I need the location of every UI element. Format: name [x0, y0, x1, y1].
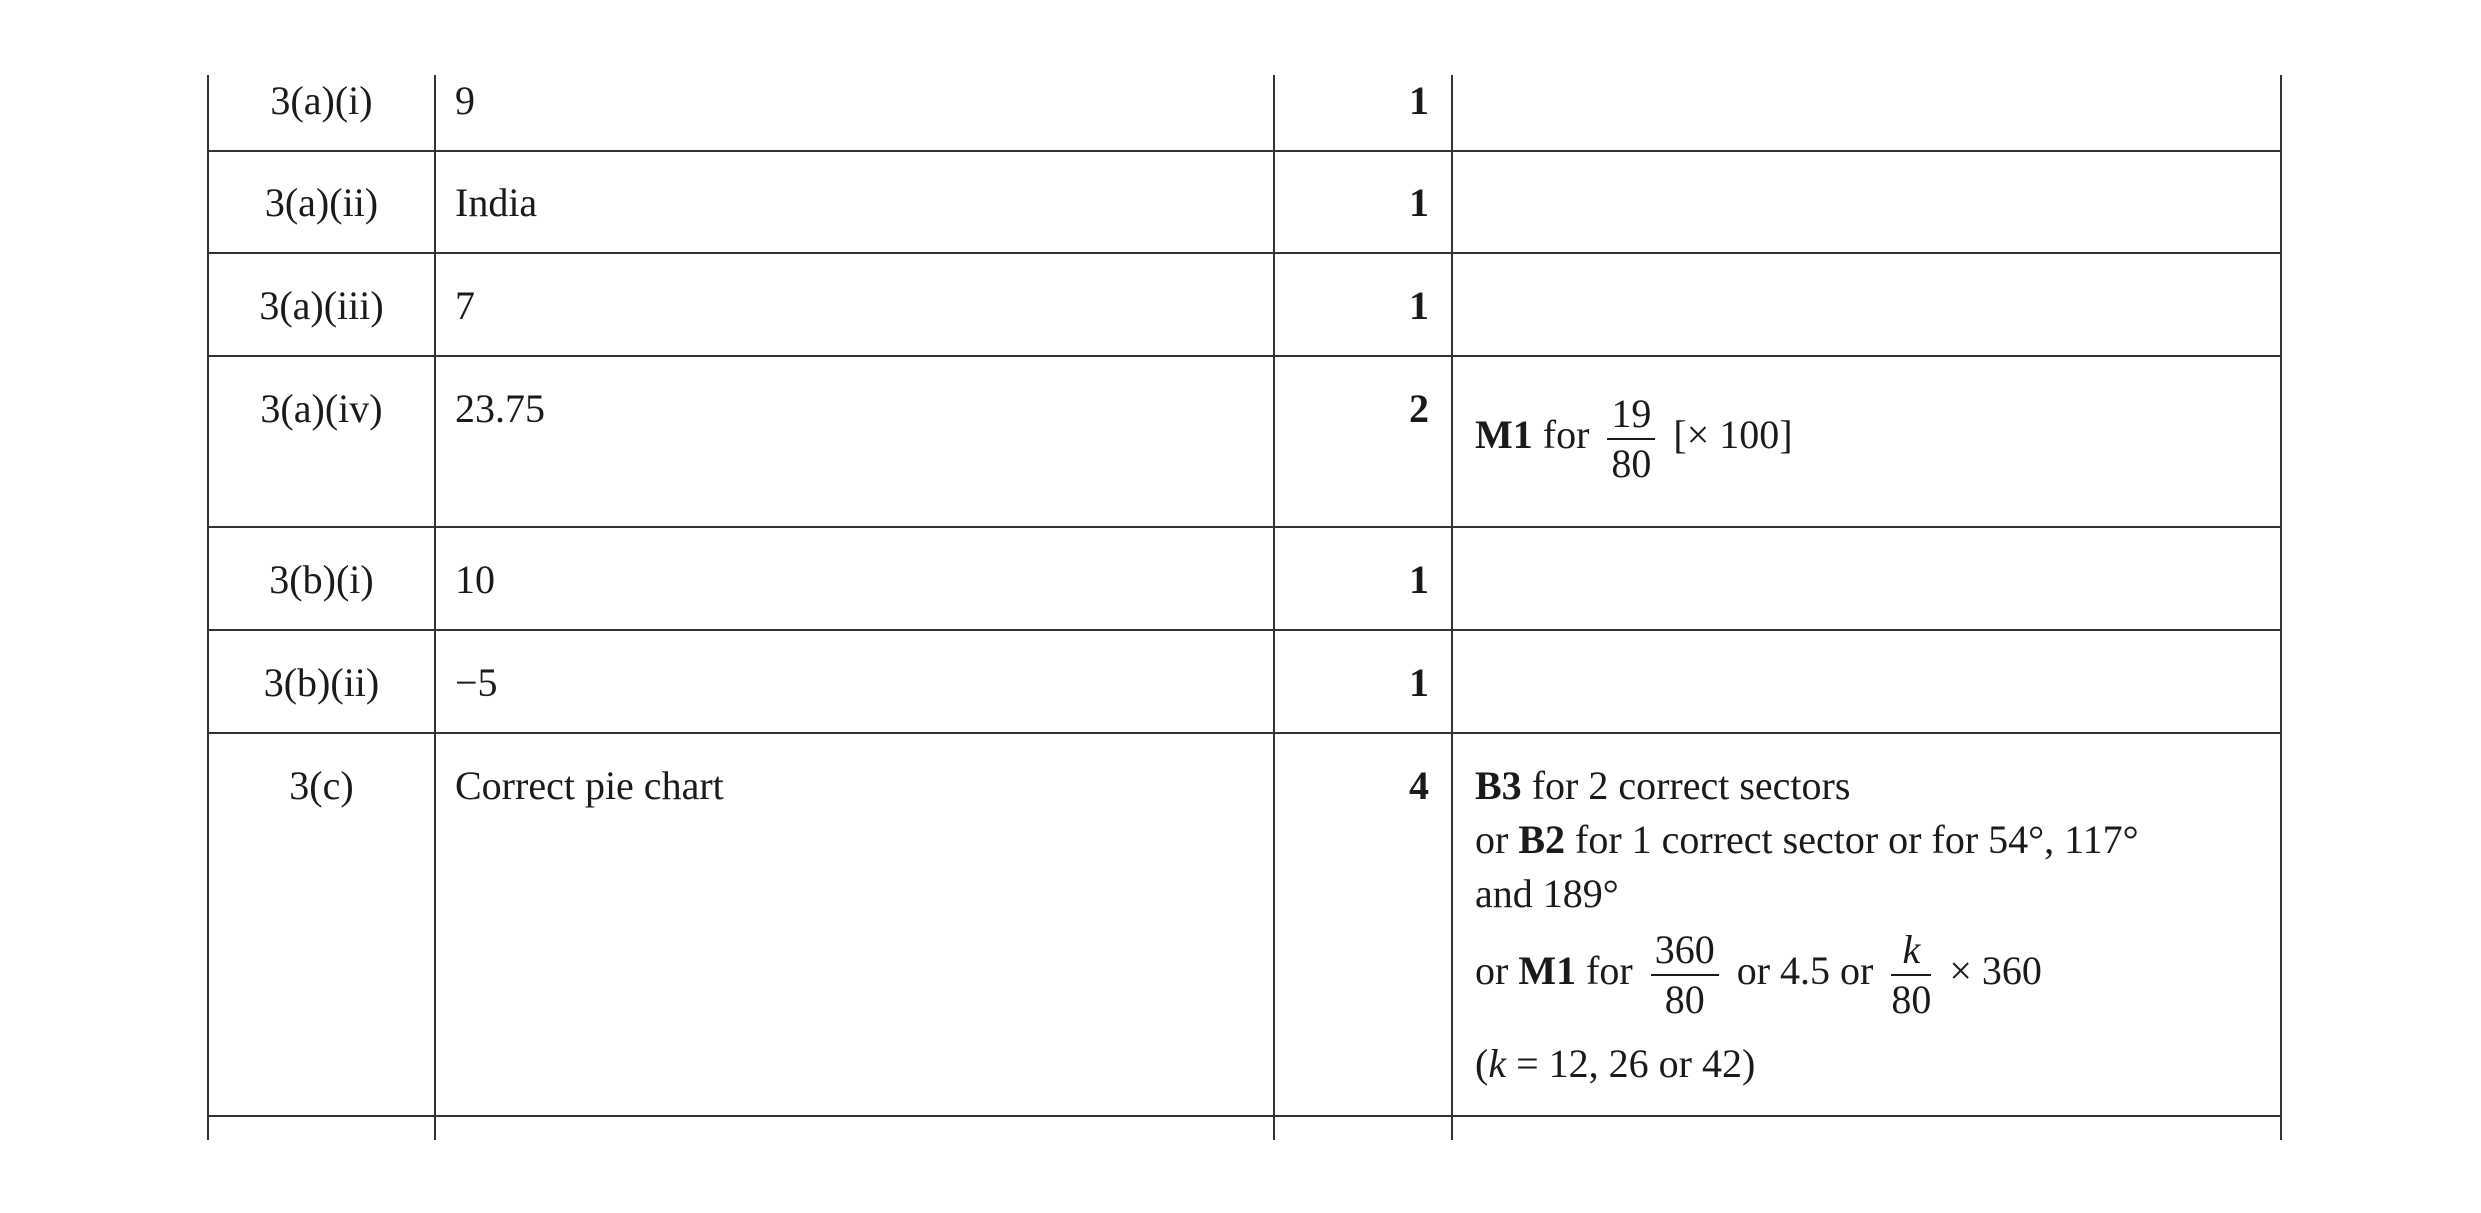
- answer-cell: India: [455, 180, 538, 225]
- answer-cell: Correct pie chart: [455, 763, 724, 808]
- answer-cell: 10: [455, 557, 495, 602]
- guidance-text: for 1 correct sector or for 54°, 117°: [1565, 817, 2139, 862]
- marks-cell: 1: [1409, 557, 1429, 602]
- guidance-line: [1475, 926, 2042, 1024]
- guidance-text: [× 100]: [1673, 412, 1793, 458]
- mark-code: B3: [1475, 763, 1522, 808]
- guidance-line: [1475, 870, 1619, 918]
- marks-cell: 4: [1409, 763, 1429, 808]
- marks-cell: 1: [1409, 78, 1429, 123]
- question-number: 3(b)(ii): [263, 660, 380, 705]
- question-number: 3(b)(i): [269, 557, 374, 602]
- marks-cell: 1: [1409, 283, 1429, 328]
- fraction: [1651, 926, 1719, 1024]
- question-number: 3(a)(ii): [264, 180, 379, 225]
- table-divider-3: [1451, 75, 1453, 1140]
- question-number: 3(a)(iv): [260, 386, 383, 431]
- fraction-denominator: 80: [1611, 441, 1652, 486]
- mark-code: M1: [1518, 948, 1577, 994]
- row-divider: [207, 1115, 2282, 1117]
- answer-cell: 9: [455, 78, 475, 123]
- question-number: 3(a)(iii): [259, 283, 384, 328]
- marks-cell: 2: [1409, 386, 1429, 431]
- answer-cell: −5: [455, 660, 498, 705]
- mark-code: B2: [1518, 817, 1566, 862]
- table-divider-1: [434, 75, 436, 1140]
- row-divider: [207, 526, 2282, 528]
- answer-cell: 23.75: [455, 386, 545, 431]
- fraction: [1607, 390, 1655, 488]
- guidance-text: = 12, 26 or 42): [1506, 1041, 1756, 1086]
- guidance-text: or: [1475, 817, 1519, 862]
- fraction-numerator: k: [1891, 926, 1931, 976]
- guidance-text: or: [1475, 948, 1519, 994]
- table-border-left: [207, 75, 209, 1140]
- fraction-numerator: 360: [1651, 926, 1719, 976]
- mark-code: M1: [1475, 412, 1533, 458]
- guidance-text: for: [1576, 948, 1633, 994]
- answer-cell: 7: [455, 283, 475, 328]
- guidance-text: for 2 correct sectors: [1521, 763, 1851, 808]
- row-divider: [207, 252, 2282, 254]
- guidance-text: and 189°: [1475, 871, 1619, 916]
- guidance-text: × 360: [1949, 948, 2042, 994]
- guidance-text: or 4.5 or: [1736, 948, 1874, 994]
- table-divider-2: [1273, 75, 1275, 1140]
- fraction-denominator: 80: [1664, 977, 1705, 1022]
- variable-k: k: [1488, 1041, 1507, 1086]
- guidance-text: for: [1542, 412, 1590, 458]
- fraction: [1891, 926, 1931, 1024]
- guidance-line: [1475, 816, 2139, 864]
- row-divider: [207, 355, 2282, 357]
- question-number: 3(a)(i): [270, 78, 373, 123]
- row-divider: [207, 732, 2282, 734]
- guidance-line: [1475, 762, 1850, 810]
- marks-cell: 1: [1409, 180, 1429, 225]
- row-divider: [207, 150, 2282, 152]
- table-border-right: [2280, 75, 2282, 1140]
- marks-cell: 1: [1409, 660, 1429, 705]
- row-divider: [207, 629, 2282, 631]
- guidance-text: (: [1475, 1041, 1489, 1086]
- guidance-cell: [1475, 390, 1793, 488]
- fraction-numerator: 19: [1607, 390, 1655, 440]
- guidance-line: [1475, 1040, 1755, 1088]
- question-number: 3(c): [289, 763, 354, 808]
- fraction-denominator: 80: [1891, 977, 1932, 1022]
